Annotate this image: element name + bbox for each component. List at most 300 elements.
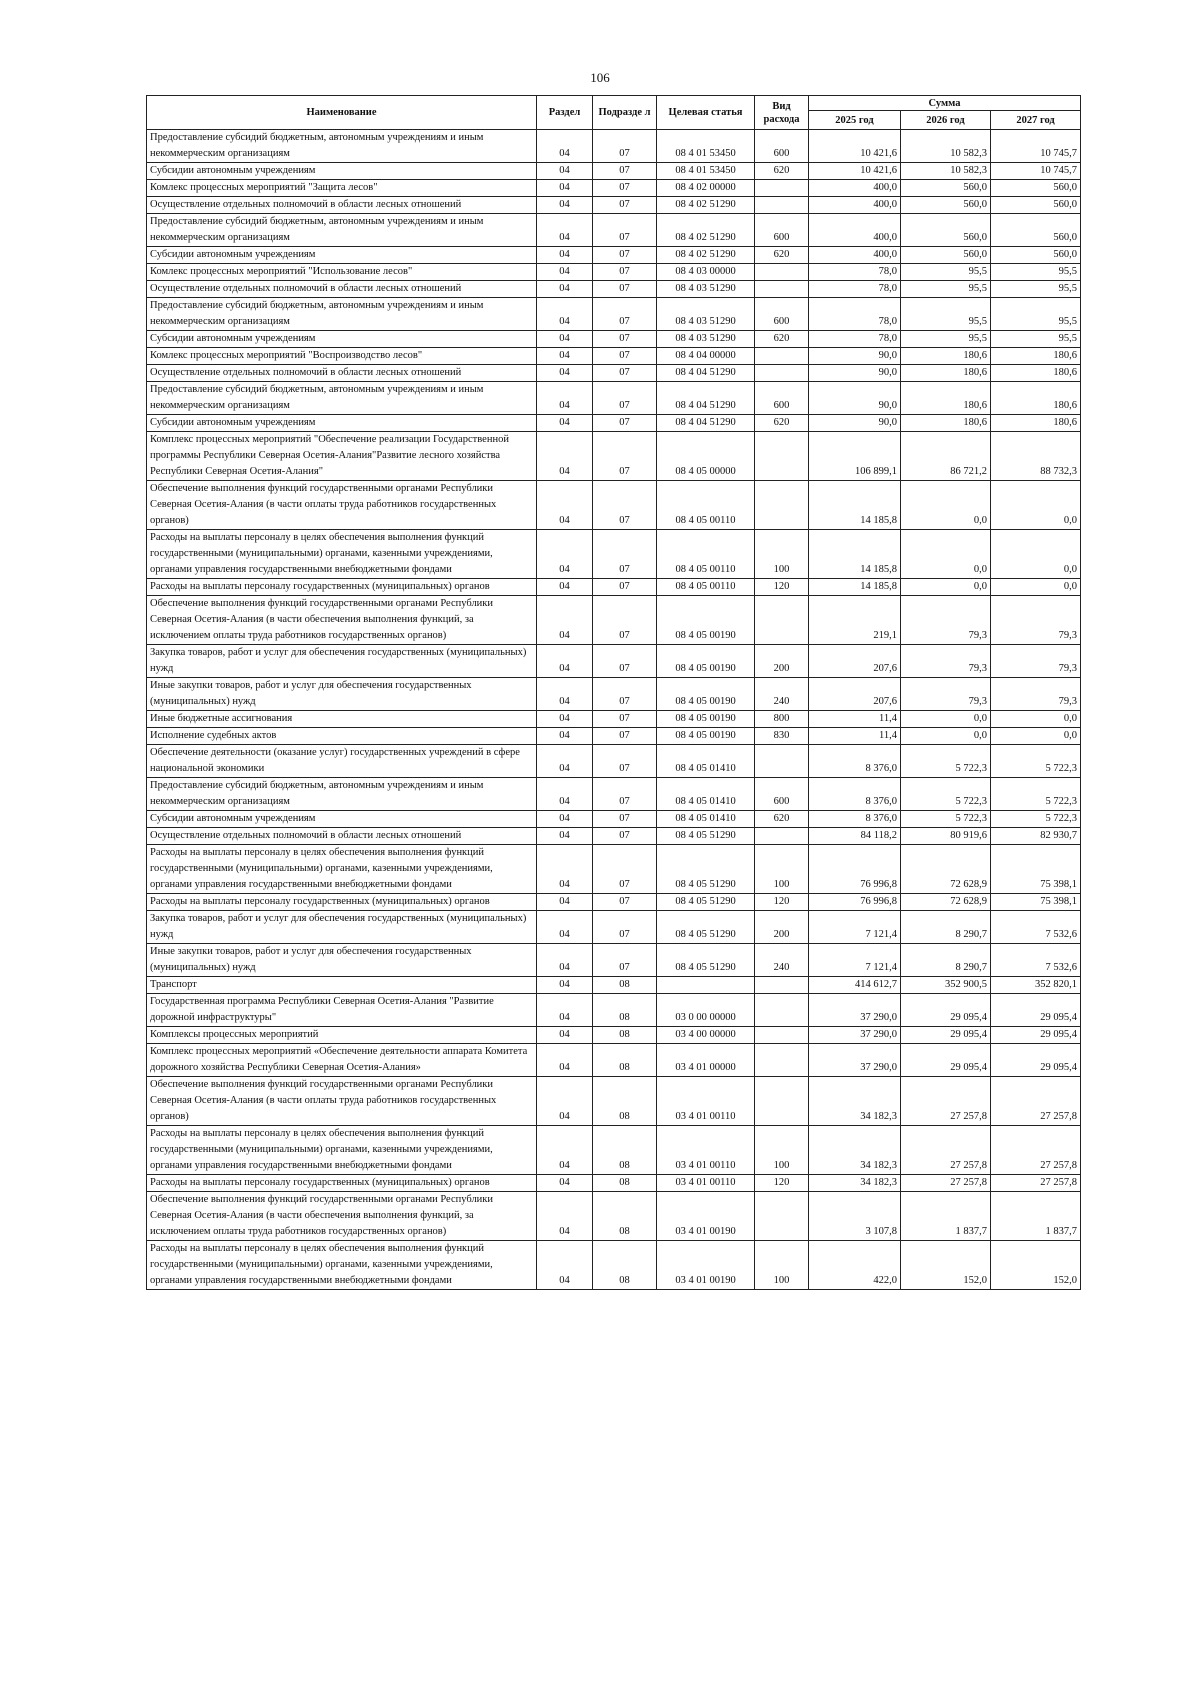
row-sum-2027: 29 095,4 <box>991 1044 1081 1077</box>
row-sum-2025: 78,0 <box>809 281 901 298</box>
row-sum-2025: 400,0 <box>809 247 901 264</box>
row-sum-2025: 34 182,3 <box>809 1175 901 1192</box>
table-row <box>147 214 1081 247</box>
row-sum-2025: 37 290,0 <box>809 1027 901 1044</box>
row-razdel: 04 <box>537 778 593 811</box>
row-sum-2025: 11,4 <box>809 711 901 728</box>
row-sum-2027: 95,5 <box>991 281 1081 298</box>
row-podrazdel: 07 <box>593 645 657 678</box>
row-sum-2025: 207,6 <box>809 645 901 678</box>
row-vid: 120 <box>755 894 809 911</box>
row-sum-2025: 34 182,3 <box>809 1126 901 1175</box>
row-razdel: 04 <box>537 1192 593 1241</box>
table-row <box>147 1192 1081 1241</box>
row-sum-2025: 90,0 <box>809 348 901 365</box>
row-name: Субсидии автономным учреждениям <box>147 247 537 264</box>
table-row <box>147 828 1081 845</box>
row-vid: 600 <box>755 382 809 415</box>
table-row <box>147 811 1081 828</box>
table-row <box>147 264 1081 281</box>
row-sum-2026: 352 900,5 <box>901 977 991 994</box>
table-row <box>147 1027 1081 1044</box>
row-name: Расходы на выплаты персоналу в целях обеспечения выполнения функций государственными (муниципальными) органами, казенными учреждениями, органами управления государственными внебюджетными фондами <box>147 845 537 894</box>
row-celevaya: 08 4 05 00190 <box>657 596 755 645</box>
row-sum-2025: 34 182,3 <box>809 1077 901 1126</box>
row-sum-2027: 1 837,7 <box>991 1192 1081 1241</box>
row-razdel: 04 <box>537 432 593 481</box>
row-name: Иные закупки товаров, работ и услуг для обеспечения государственных (муниципальных) нужд <box>147 678 537 711</box>
row-sum-2025: 400,0 <box>809 214 901 247</box>
row-sum-2027: 79,3 <box>991 645 1081 678</box>
row-podrazdel: 07 <box>593 728 657 745</box>
table-row <box>147 645 1081 678</box>
table-row <box>147 298 1081 331</box>
row-name: Предоставление субсидий бюджетным, автономным учреждениям и иным некоммерческим организациям <box>147 298 537 331</box>
row-sum-2026: 560,0 <box>901 180 991 197</box>
row-sum-2026: 29 095,4 <box>901 994 991 1027</box>
row-vid <box>755 365 809 382</box>
row-name: Предоставление субсидий бюджетным, автономным учреждениям и иным некоммерческим организациям <box>147 214 537 247</box>
row-celevaya: 08 4 05 00190 <box>657 645 755 678</box>
row-podrazdel: 07 <box>593 894 657 911</box>
row-sum-2027: 10 745,7 <box>991 130 1081 163</box>
row-vid <box>755 348 809 365</box>
row-name: Иные закупки товаров, работ и услуг для обеспечения государственных (муниципальных) нужд <box>147 944 537 977</box>
row-sum-2025: 400,0 <box>809 197 901 214</box>
row-sum-2026: 79,3 <box>901 678 991 711</box>
row-podrazdel: 07 <box>593 944 657 977</box>
table-row <box>147 331 1081 348</box>
row-sum-2026: 0,0 <box>901 728 991 745</box>
row-vid <box>755 197 809 214</box>
row-name: Закупка товаров, работ и услуг для обеспечения государственных (муниципальных) нужд <box>147 645 537 678</box>
row-podrazdel: 07 <box>593 530 657 579</box>
row-vid <box>755 432 809 481</box>
row-razdel: 04 <box>537 811 593 828</box>
table-row <box>147 432 1081 481</box>
table-row <box>147 894 1081 911</box>
row-vid <box>755 1027 809 1044</box>
table-row <box>147 415 1081 432</box>
row-sum-2025: 219,1 <box>809 596 901 645</box>
row-name: Осуществление отдельных полномочий в области лесных отношений <box>147 828 537 845</box>
row-sum-2027: 180,6 <box>991 382 1081 415</box>
row-razdel: 04 <box>537 845 593 894</box>
row-podrazdel: 08 <box>593 1175 657 1192</box>
row-sum-2025: 90,0 <box>809 415 901 432</box>
row-celevaya: 03 4 01 00190 <box>657 1241 755 1290</box>
row-name: Иные бюджетные ассигнования <box>147 711 537 728</box>
row-sum-2026: 10 582,3 <box>901 130 991 163</box>
row-razdel: 04 <box>537 645 593 678</box>
row-celevaya: 08 4 01 53450 <box>657 163 755 180</box>
table-row <box>147 1126 1081 1175</box>
row-name: Осуществление отдельных полномочий в области лесных отношений <box>147 365 537 382</box>
row-sum-2026: 95,5 <box>901 264 991 281</box>
row-name: Транспорт <box>147 977 537 994</box>
row-vid: 200 <box>755 645 809 678</box>
row-celevaya: 08 4 05 51290 <box>657 828 755 845</box>
row-celevaya: 08 4 04 51290 <box>657 382 755 415</box>
row-sum-2026: 180,6 <box>901 365 991 382</box>
row-razdel: 04 <box>537 994 593 1027</box>
table-row <box>147 1175 1081 1192</box>
row-razdel: 04 <box>537 281 593 298</box>
row-sum-2026: 27 257,8 <box>901 1175 991 1192</box>
row-sum-2026: 79,3 <box>901 645 991 678</box>
row-sum-2027: 27 257,8 <box>991 1175 1081 1192</box>
row-sum-2026: 27 257,8 <box>901 1126 991 1175</box>
row-razdel: 04 <box>537 365 593 382</box>
row-razdel: 04 <box>537 745 593 778</box>
table-row <box>147 778 1081 811</box>
table-row <box>147 944 1081 977</box>
row-sum-2025: 76 996,8 <box>809 894 901 911</box>
table-row <box>147 711 1081 728</box>
row-podrazdel: 08 <box>593 994 657 1027</box>
row-sum-2027: 0,0 <box>991 728 1081 745</box>
row-sum-2027: 0,0 <box>991 579 1081 596</box>
table-row <box>147 481 1081 530</box>
row-vid: 620 <box>755 163 809 180</box>
header-celevaya: Целевая статья <box>657 96 755 130</box>
row-vid: 100 <box>755 845 809 894</box>
row-celevaya: 08 4 05 01410 <box>657 778 755 811</box>
row-celevaya: 08 4 03 51290 <box>657 298 755 331</box>
row-sum-2025: 8 376,0 <box>809 811 901 828</box>
row-podrazdel: 07 <box>593 214 657 247</box>
row-razdel: 04 <box>537 1044 593 1077</box>
row-vid: 600 <box>755 298 809 331</box>
row-sum-2027: 560,0 <box>991 247 1081 264</box>
row-razdel: 04 <box>537 1027 593 1044</box>
row-sum-2027: 95,5 <box>991 331 1081 348</box>
row-sum-2026: 95,5 <box>901 298 991 331</box>
row-vid <box>755 596 809 645</box>
table-row <box>147 130 1081 163</box>
row-vid <box>755 1044 809 1077</box>
row-podrazdel: 08 <box>593 977 657 994</box>
table-body <box>147 130 1081 1290</box>
header-razdel: Раздел <box>537 96 593 130</box>
row-vid: 120 <box>755 1175 809 1192</box>
row-sum-2027: 27 257,8 <box>991 1077 1081 1126</box>
row-podrazdel: 07 <box>593 180 657 197</box>
row-podrazdel: 08 <box>593 1126 657 1175</box>
row-vid: 100 <box>755 530 809 579</box>
header-vid: Вид расхода <box>755 96 809 130</box>
header-2025: 2025 год <box>809 111 901 130</box>
row-celevaya: 08 4 04 51290 <box>657 415 755 432</box>
row-vid <box>755 745 809 778</box>
row-sum-2026: 5 722,3 <box>901 745 991 778</box>
row-sum-2027: 0,0 <box>991 711 1081 728</box>
row-razdel: 04 <box>537 348 593 365</box>
row-name: Осуществление отдельных полномочий в области лесных отношений <box>147 281 537 298</box>
row-celevaya: 08 4 05 01410 <box>657 745 755 778</box>
row-name: Обеспечение деятельности (оказание услуг) государственных учреждений в сфере национальной экономики <box>147 745 537 778</box>
row-razdel: 04 <box>537 728 593 745</box>
row-razdel: 04 <box>537 264 593 281</box>
row-vid: 620 <box>755 415 809 432</box>
row-sum-2025: 78,0 <box>809 331 901 348</box>
row-podrazdel: 07 <box>593 415 657 432</box>
row-celevaya: 08 4 05 00110 <box>657 579 755 596</box>
row-celevaya: 03 4 00 00000 <box>657 1027 755 1044</box>
row-sum-2026: 72 628,9 <box>901 894 991 911</box>
row-name: Обеспечение выполнения функций государственными органами Республики Северная Осетия-Алания (в части обеспечения выполнения функций, за исключением оплаты труда работников государственных органов) <box>147 596 537 645</box>
row-sum-2026: 29 095,4 <box>901 1044 991 1077</box>
row-sum-2026: 180,6 <box>901 382 991 415</box>
row-celevaya: 03 4 01 00110 <box>657 1175 755 1192</box>
row-razdel: 04 <box>537 130 593 163</box>
row-razdel: 04 <box>537 180 593 197</box>
row-sum-2027: 5 722,3 <box>991 778 1081 811</box>
row-name: Расходы на выплаты персоналу государственных (муниципальных) органов <box>147 1175 537 1192</box>
page-number: 106 <box>590 70 610 85</box>
row-sum-2025: 14 185,8 <box>809 579 901 596</box>
row-podrazdel: 07 <box>593 481 657 530</box>
row-sum-2026: 5 722,3 <box>901 811 991 828</box>
row-sum-2026: 86 721,2 <box>901 432 991 481</box>
row-podrazdel: 08 <box>593 1077 657 1126</box>
table-row <box>147 994 1081 1027</box>
row-razdel: 04 <box>537 415 593 432</box>
table-row <box>147 1241 1081 1290</box>
table-row <box>147 911 1081 944</box>
table-row <box>147 728 1081 745</box>
row-vid <box>755 481 809 530</box>
row-sum-2027: 29 095,4 <box>991 994 1081 1027</box>
row-name: Предоставление субсидий бюджетным, автономным учреждениям и иным некоммерческим организациям <box>147 130 537 163</box>
row-sum-2027: 75 398,1 <box>991 894 1081 911</box>
row-sum-2027: 5 722,3 <box>991 811 1081 828</box>
row-name: Обеспечение выполнения функций государственными органами Республики Северная Осетия-Алания (в части оплаты труда работников государственных органов) <box>147 481 537 530</box>
row-podrazdel: 08 <box>593 1027 657 1044</box>
row-razdel: 04 <box>537 1241 593 1290</box>
row-sum-2026: 8 290,7 <box>901 944 991 977</box>
row-celevaya: 08 4 05 01410 <box>657 811 755 828</box>
row-podrazdel: 07 <box>593 778 657 811</box>
row-sum-2026: 10 582,3 <box>901 163 991 180</box>
row-podrazdel: 07 <box>593 331 657 348</box>
header-2026: 2026 год <box>901 111 991 130</box>
row-name: Обеспечение выполнения функций государственными органами Республики Северная Осетия-Алания (в части оплаты труда работников государственных органов) <box>147 1077 537 1126</box>
row-podrazdel: 07 <box>593 596 657 645</box>
row-razdel: 04 <box>537 1126 593 1175</box>
table-row <box>147 365 1081 382</box>
row-sum-2027: 7 532,6 <box>991 944 1081 977</box>
row-vid: 620 <box>755 811 809 828</box>
header-2027: 2027 год <box>991 111 1081 130</box>
row-vid: 620 <box>755 331 809 348</box>
row-podrazdel: 07 <box>593 130 657 163</box>
row-sum-2025: 14 185,8 <box>809 481 901 530</box>
row-celevaya: 03 4 01 00000 <box>657 1044 755 1077</box>
row-podrazdel: 07 <box>593 828 657 845</box>
row-name: Субсидии автономным учреждениям <box>147 331 537 348</box>
row-celevaya: 03 4 01 00110 <box>657 1126 755 1175</box>
row-sum-2026: 180,6 <box>901 415 991 432</box>
row-vid: 240 <box>755 944 809 977</box>
row-sum-2027: 29 095,4 <box>991 1027 1081 1044</box>
row-celevaya: 08 4 05 51290 <box>657 845 755 894</box>
row-podrazdel: 07 <box>593 711 657 728</box>
row-sum-2026: 95,5 <box>901 331 991 348</box>
row-vid <box>755 994 809 1027</box>
row-vid <box>755 1077 809 1126</box>
row-razdel: 04 <box>537 214 593 247</box>
row-celevaya: 08 4 02 00000 <box>657 180 755 197</box>
row-sum-2025: 7 121,4 <box>809 944 901 977</box>
row-name: Исполнение судебных актов <box>147 728 537 745</box>
row-podrazdel: 07 <box>593 365 657 382</box>
budget-table <box>146 95 1081 1290</box>
row-celevaya <box>657 977 755 994</box>
row-sum-2025: 90,0 <box>809 382 901 415</box>
row-celevaya: 08 4 04 51290 <box>657 365 755 382</box>
row-sum-2025: 7 121,4 <box>809 911 901 944</box>
row-sum-2027: 560,0 <box>991 180 1081 197</box>
row-celevaya: 08 4 03 00000 <box>657 264 755 281</box>
row-sum-2027: 27 257,8 <box>991 1126 1081 1175</box>
row-vid: 600 <box>755 778 809 811</box>
row-sum-2026: 80 919,6 <box>901 828 991 845</box>
row-sum-2026: 180,6 <box>901 348 991 365</box>
row-celevaya: 08 4 05 00110 <box>657 530 755 579</box>
table-row <box>147 163 1081 180</box>
table-row <box>147 1077 1081 1126</box>
row-name: Обеспечение выполнения функций государственными органами Республики Северная Осетия-Алания (в части обеспечения выполнения функций, за исключением оплаты труда работников государственных органов) <box>147 1192 537 1241</box>
row-podrazdel: 07 <box>593 348 657 365</box>
row-sum-2027: 180,6 <box>991 365 1081 382</box>
row-name: Субсидии автономным учреждениям <box>147 415 537 432</box>
row-razdel: 04 <box>537 481 593 530</box>
row-sum-2027: 10 745,7 <box>991 163 1081 180</box>
row-celevaya: 08 4 03 51290 <box>657 331 755 348</box>
row-sum-2026: 1 837,7 <box>901 1192 991 1241</box>
table-row <box>147 530 1081 579</box>
row-sum-2025: 8 376,0 <box>809 778 901 811</box>
row-sum-2025: 400,0 <box>809 180 901 197</box>
row-sum-2027: 0,0 <box>991 481 1081 530</box>
row-sum-2027: 75 398,1 <box>991 845 1081 894</box>
row-name: Предоставление субсидий бюджетным, автономным учреждениям и иным некоммерческим организациям <box>147 382 537 415</box>
row-podrazdel: 08 <box>593 1241 657 1290</box>
row-sum-2025: 78,0 <box>809 298 901 331</box>
row-podrazdel: 08 <box>593 1192 657 1241</box>
row-sum-2026: 29 095,4 <box>901 1027 991 1044</box>
row-sum-2025: 422,0 <box>809 1241 901 1290</box>
row-podrazdel: 07 <box>593 579 657 596</box>
row-sum-2025: 8 376,0 <box>809 745 901 778</box>
table-row <box>147 348 1081 365</box>
row-sum-2027: 180,6 <box>991 415 1081 432</box>
row-celevaya: 08 4 05 00190 <box>657 711 755 728</box>
row-name: Комплексы процессных мероприятий <box>147 1027 537 1044</box>
row-name: Комплекс процессных мероприятий "Обеспечение реализации Государственной программы Республики Северная Осетия-Алания"Развитие лесного хозяйства Республики Северная Осетия-Алания" <box>147 432 537 481</box>
row-podrazdel: 07 <box>593 845 657 894</box>
row-vid: 200 <box>755 911 809 944</box>
row-sum-2027: 0,0 <box>991 530 1081 579</box>
row-sum-2025: 37 290,0 <box>809 1044 901 1077</box>
row-sum-2025: 76 996,8 <box>809 845 901 894</box>
row-razdel: 04 <box>537 197 593 214</box>
row-sum-2026: 8 290,7 <box>901 911 991 944</box>
row-razdel: 04 <box>537 247 593 264</box>
row-podrazdel: 07 <box>593 197 657 214</box>
table-row <box>147 845 1081 894</box>
row-celevaya: 08 4 05 00000 <box>657 432 755 481</box>
row-vid: 240 <box>755 678 809 711</box>
row-sum-2027: 352 820,1 <box>991 977 1081 994</box>
row-sum-2026: 0,0 <box>901 481 991 530</box>
row-razdel: 04 <box>537 382 593 415</box>
row-sum-2026: 79,3 <box>901 596 991 645</box>
row-celevaya: 08 4 05 00110 <box>657 481 755 530</box>
table-row <box>147 596 1081 645</box>
row-podrazdel: 07 <box>593 811 657 828</box>
row-sum-2025: 78,0 <box>809 264 901 281</box>
table-row <box>147 247 1081 264</box>
row-sum-2027: 152,0 <box>991 1241 1081 1290</box>
row-sum-2027: 79,3 <box>991 678 1081 711</box>
row-celevaya: 08 4 02 51290 <box>657 197 755 214</box>
row-razdel: 04 <box>537 911 593 944</box>
row-podrazdel: 07 <box>593 911 657 944</box>
row-podrazdel: 07 <box>593 382 657 415</box>
row-sum-2025: 3 107,8 <box>809 1192 901 1241</box>
row-sum-2026: 5 722,3 <box>901 778 991 811</box>
row-sum-2025: 414 612,7 <box>809 977 901 994</box>
row-name: Комлекс процессных мероприятий "Воспроизводство лесов" <box>147 348 537 365</box>
header-podrazdel: Подразде л <box>593 96 657 130</box>
row-vid <box>755 281 809 298</box>
row-sum-2025: 37 290,0 <box>809 994 901 1027</box>
table-row <box>147 281 1081 298</box>
row-celevaya: 08 4 02 51290 <box>657 214 755 247</box>
row-sum-2027: 95,5 <box>991 298 1081 331</box>
row-name: Осуществление отдельных полномочий в области лесных отношений <box>147 197 537 214</box>
table-row <box>147 197 1081 214</box>
row-sum-2026: 0,0 <box>901 579 991 596</box>
row-name: Расходы на выплаты персоналу государственных (муниципальных) органов <box>147 894 537 911</box>
row-celevaya: 08 4 03 51290 <box>657 281 755 298</box>
row-sum-2027: 5 722,3 <box>991 745 1081 778</box>
row-podrazdel: 07 <box>593 163 657 180</box>
row-vid: 620 <box>755 247 809 264</box>
row-sum-2027: 79,3 <box>991 596 1081 645</box>
row-name: Комлекс процессных мероприятий "Защита лесов" <box>147 180 537 197</box>
row-name: Комлекс процессных мероприятий "Использование лесов" <box>147 264 537 281</box>
row-razdel: 04 <box>537 298 593 331</box>
row-vid <box>755 180 809 197</box>
row-razdel: 04 <box>537 596 593 645</box>
row-sum-2027: 7 532,6 <box>991 911 1081 944</box>
table-row <box>147 745 1081 778</box>
row-sum-2026: 0,0 <box>901 530 991 579</box>
header-summa: Сумма <box>809 96 1081 111</box>
table-row <box>147 382 1081 415</box>
row-vid <box>755 828 809 845</box>
row-sum-2027: 180,6 <box>991 348 1081 365</box>
row-celevaya: 08 4 04 00000 <box>657 348 755 365</box>
row-vid: 120 <box>755 579 809 596</box>
row-name: Государственная программа Республики Северная Осетия-Алания "Развитие дорожной инфраструктуры" <box>147 994 537 1027</box>
row-razdel: 04 <box>537 977 593 994</box>
row-razdel: 04 <box>537 1077 593 1126</box>
row-sum-2025: 207,6 <box>809 678 901 711</box>
